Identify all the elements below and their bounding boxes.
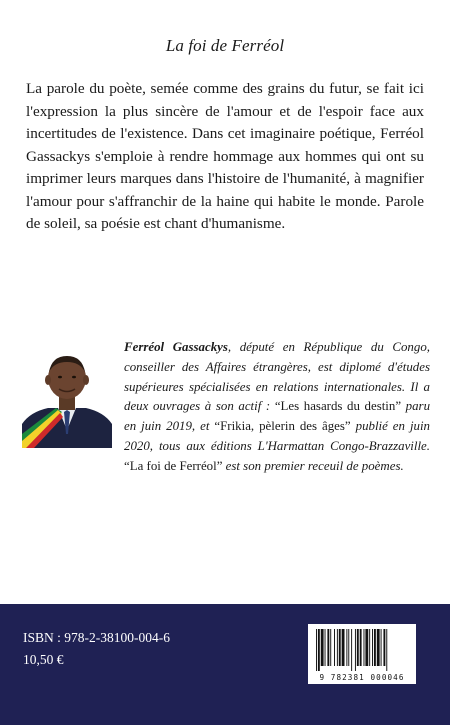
author-name: Ferréol Gassackys — [124, 340, 228, 354]
work-title-2: “Frikia, pèlerin des âges” — [214, 419, 351, 434]
price-text: 10,50 € — [23, 652, 64, 667]
author-photo — [22, 346, 112, 448]
author-bio-text-3: publié en juin 2020, tous aux éditions L'Harmattan Congo-Brazzaville. — [124, 419, 431, 453]
book-blurb: La parole du poète, semée comme des grains du futur, se fait ici l'expression la plus sincère de l'amour et de l'espoir face aux incertitudes de l'existence. Dans cet imaginaire poétique, Ferréol Gassackys s'emploie à rendre hommage aux hommes qui ont su imprimer leurs marques dans l'histoire de l'humanité, à magnifier l'amour pour s'affranchir de la haine qui habite le monde. Parole de soleil, sa poésie est chant d'humanisme. — [26, 80, 424, 232]
barcode — [308, 624, 416, 684]
book-title: La foi de Ferréol — [165, 36, 285, 55]
work-title-1: “Les hasards du destin” — [274, 399, 402, 414]
work-title-3: “La foi de Ferréol” — [124, 458, 223, 473]
author-bio-text-1: , député en République du Congo, conseiller des Affaires étrangères, est diplomé d'études supérieures spécialisées en relations internationales. Il a deux ouvrages à son actif : — [124, 340, 430, 414]
author-bio-text-2: paru en juin 2019, et — [124, 399, 431, 434]
barcode-bars — [314, 629, 410, 671]
author-bio — [124, 338, 430, 477]
isbn-text: ISBN : 978-2-38100-004-6 — [23, 630, 170, 645]
author-bio-text-4: est son premier receuil de poèmes. — [222, 458, 404, 473]
barcode-digits: 9 782381 000046 — [319, 673, 405, 682]
footer-band — [0, 604, 450, 725]
